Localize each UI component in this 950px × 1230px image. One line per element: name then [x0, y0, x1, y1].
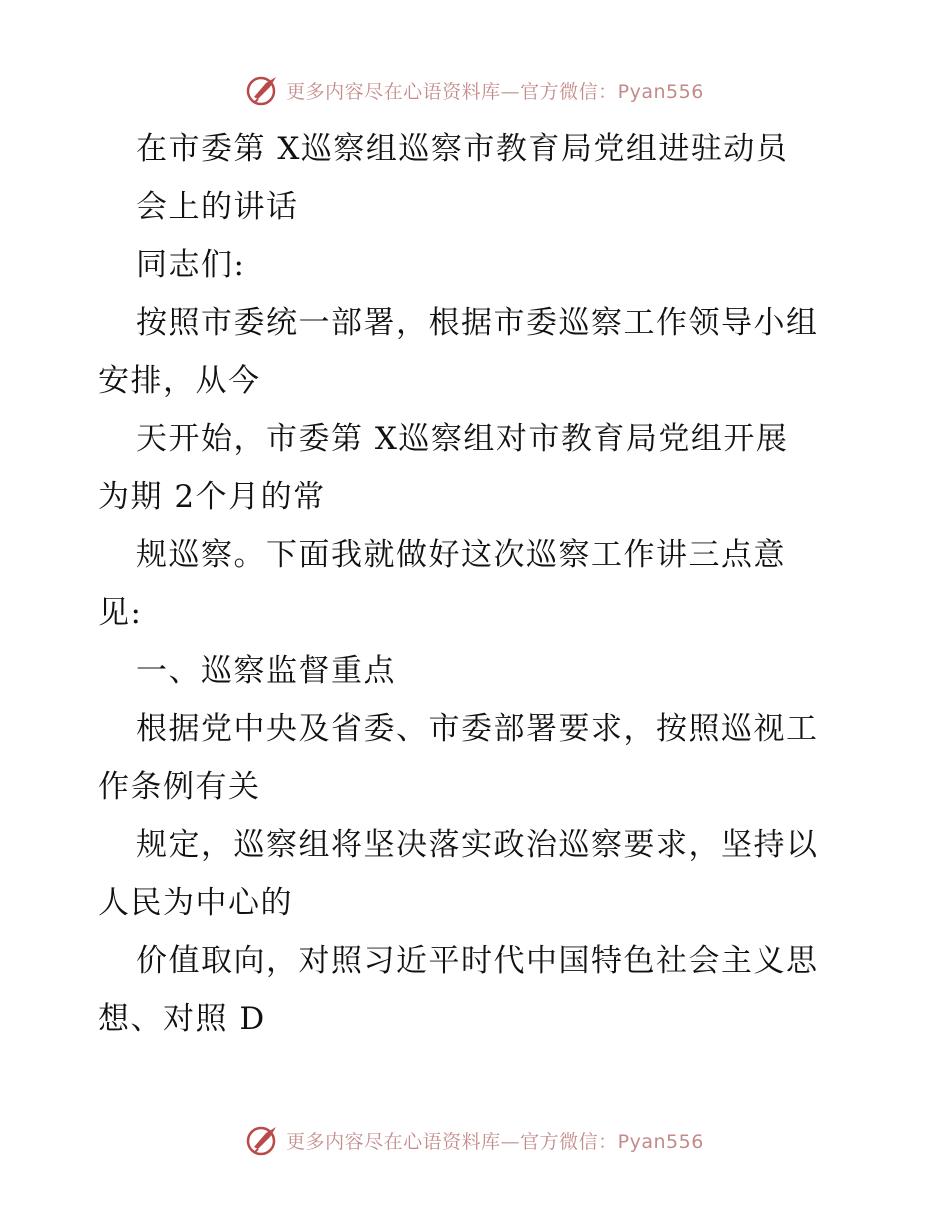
text-line: 作条例有关 — [98, 769, 261, 805]
text-line: 按照市委统一部署，根据市委巡察工作领导小组 — [136, 305, 819, 341]
text-line: 为期 2个月的常 — [98, 479, 326, 515]
text-line: 会上的讲话 — [136, 189, 299, 225]
watermark-main: 更多内容尽在心语资料库 — [286, 80, 501, 103]
text-line: 在市委第 X巡察组巡察市教育局党组进驻动员 — [136, 131, 789, 167]
text-line: 安排，从今 — [98, 363, 261, 399]
watermark-main: 更多内容尽在心语资料库 — [286, 1130, 501, 1153]
text-line: 规定，巡察组将坚决落实政治巡察要求，坚持以 — [136, 827, 819, 863]
watermark-separator: — — [500, 80, 521, 103]
watermark-text — [286, 1127, 704, 1154]
footer-watermark — [0, 1120, 950, 1160]
text-line: 想、对照 D — [98, 1001, 266, 1037]
quill-logo-icon — [246, 1123, 280, 1157]
header-watermark — [0, 70, 950, 110]
quill-logo-icon — [246, 73, 280, 107]
text-line: 根据党中央及省委、市委部署要求，按照巡视工 — [136, 711, 819, 747]
text-line: 天开始，市委第 X巡察组对市教育局党组开展 — [136, 421, 789, 457]
watermark-text — [286, 77, 704, 104]
text-line: 一、巡察监督重点 — [136, 653, 396, 689]
document-body — [98, 120, 858, 1048]
watermark-suffix: 官方微信：Pyan556 — [520, 80, 704, 103]
watermark-separator: — — [500, 1130, 521, 1153]
text-line: 价值取向，对照习近平时代中国特色社会主义思 — [136, 943, 819, 979]
text-line: 同志们: — [136, 247, 246, 283]
text-line: 见: — [98, 595, 143, 631]
watermark-suffix: 官方微信：Pyan556 — [520, 1130, 704, 1153]
text-line: 人民为中心的 — [98, 885, 293, 921]
text-line: 规巡察。下面我就做好这次巡察工作讲三点意 — [136, 537, 786, 573]
